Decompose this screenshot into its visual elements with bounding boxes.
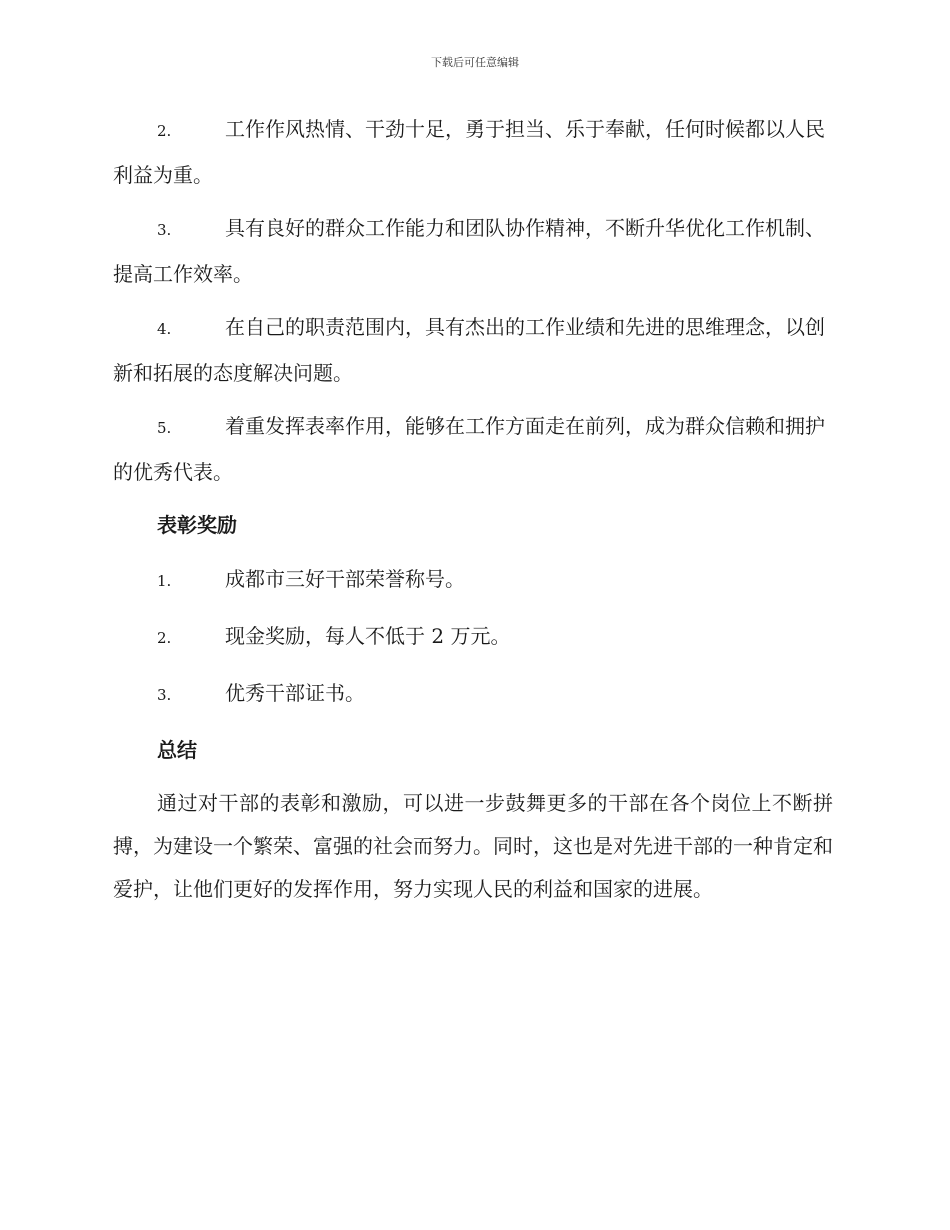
list-text: 优秀干部证书。 xyxy=(225,681,365,705)
list-text: 现金奖励，每人不低于 2 万元。 xyxy=(225,624,511,648)
list-text: 在自己的职责范围内，具有杰出的工作业绩和先进的思维理念，以创新和拓展的态度解决问题。 xyxy=(113,315,825,385)
list-text: 工作作风热情、干劲十足，勇于担当、乐于奉献，任何时候都以人民利益为重。 xyxy=(113,117,825,187)
reward-item xyxy=(113,557,833,603)
summary-paragraph: 通过对干部的表彰和激励，可以进一步鼓舞更多的干部在各个岗位上不断拼搏，为建设一个繁荣、富强的社会而努力。同时，这也是对先进干部的一种肯定和爱护，让他们更好的发挥作用，努力实现人民的利益和国家的进展。 xyxy=(113,791,833,901)
list-number: 3. xyxy=(157,686,172,704)
rewards-heading: 表彰奖励 xyxy=(157,513,237,537)
page-header: 下载后可任意编辑 xyxy=(431,56,519,69)
requirement-item xyxy=(113,206,833,296)
list-text: 着重发挥表率作用，能够在工作方面走在前列，成为群众信赖和拥护的优秀代表。 xyxy=(113,414,825,484)
list-number: 2. xyxy=(157,629,172,647)
requirement-item xyxy=(113,107,833,197)
reward-item xyxy=(113,614,833,660)
requirement-item xyxy=(113,404,833,494)
list-number: 5. xyxy=(157,419,172,437)
list-number: 3. xyxy=(157,221,172,239)
list-number: 2. xyxy=(157,122,172,140)
list-number: 1. xyxy=(157,572,172,590)
document-body xyxy=(113,107,833,911)
summary-heading: 总结 xyxy=(157,738,197,762)
list-text: 具有良好的群众工作能力和团队协作精神，不断升华优化工作机制、提高工作效率。 xyxy=(113,216,825,286)
list-number: 4. xyxy=(157,320,172,338)
list-text: 成都市三好干部荣誉称号。 xyxy=(225,567,465,591)
requirement-item xyxy=(113,305,833,395)
reward-item xyxy=(113,671,833,717)
